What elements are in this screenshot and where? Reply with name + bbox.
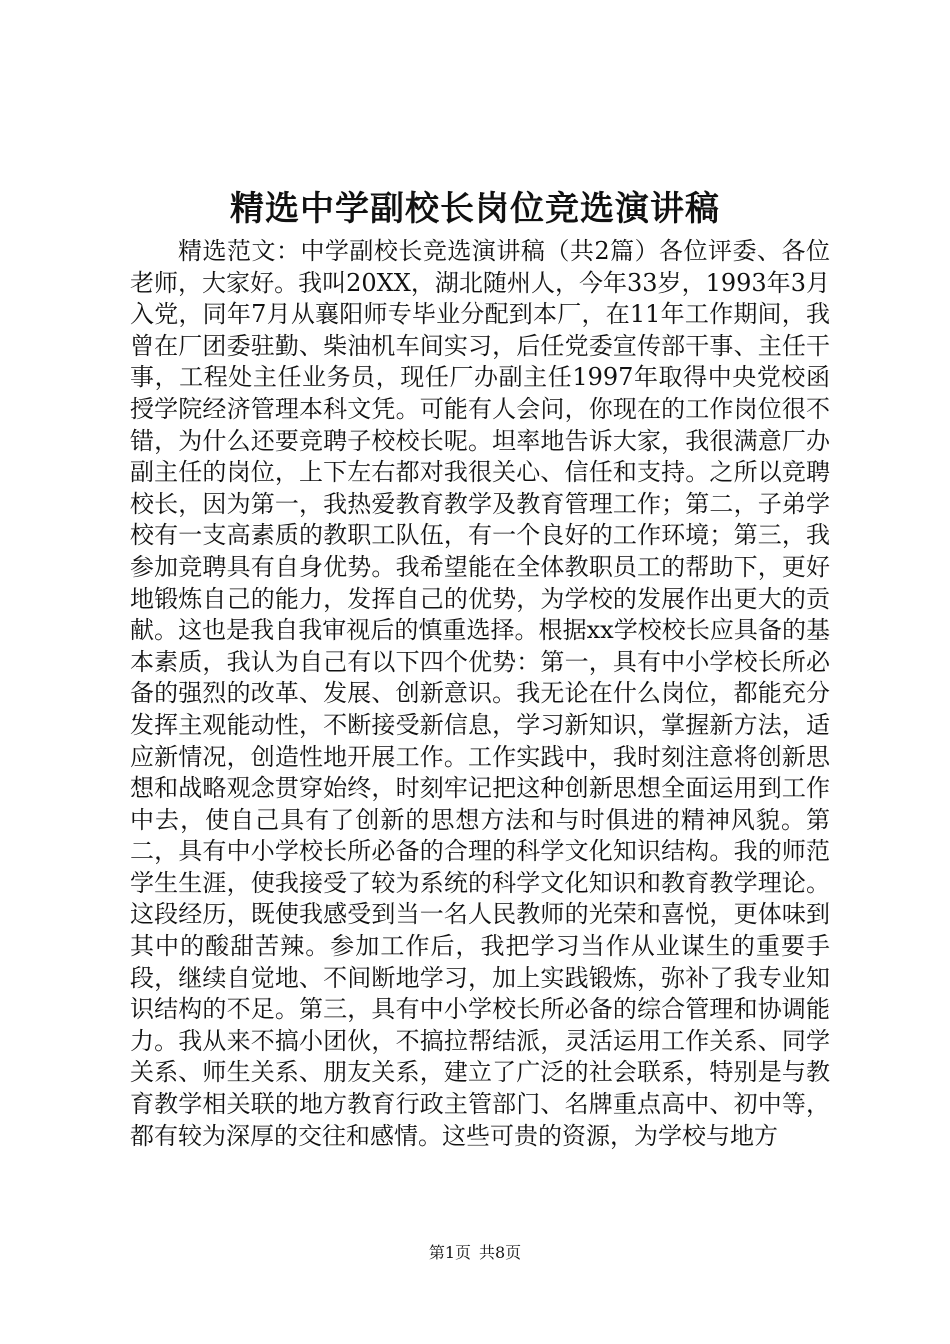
page-number: 第1页 <box>428 1243 471 1262</box>
page-total: 共8页 <box>479 1243 522 1262</box>
document-body-text: 精选范文：中学副校长竞选演讲稿（共2篇）各位评委、各位老师，大家好。我叫20XX，湖北随州人，今年33岁，1993年3月入党，同年7月从襄阳师专毕业分配到本厂，在11年工作期间，我曾在厂团委驻勤、柴油机车间实习，后任党委宣传部干事、主任干事，工程处主任业务员，现任厂办副主任1997年取得中央党校函授学院经济管理本科文凭。可能有人会问，你现在的工作岗位很不错，为什么还要竞聘子校校长呢。坦率地告诉大家，我很满意厂办副主任的岗位，上下左右都对我很关心、信任和支持。之所以竞聘校长，因为第一，我热爱教育教学及教育管理工作；第二，子弟学校有一支高素质的教职工队伍，有一个良好的工作环境；第三，我参加竞聘具有自身优势。我希望能在全体教职员工的帮助下，更好地锻炼自己的能力，发挥自己的优势，为学校的发展作出更大的贡献。这也是我自我审视后的慎重选择。根据xx学校校长应具备的基本素质，我认为自己有以下四个优势：第一，具有中小学校长所必备的强烈的改革、发展、创新意识。我无论在什么岗位，都能充分发挥主观能动性，不断接受新信息，学习新知识，掌握新方法，适应新情况，创造性地开展工作。工作实践中，我时刻注意将创新思想和战略观念贯穿始终，时刻牢记把这种创新思想全面运用到工作中去，使自己具有了创新的思想方法和与时俱进的精神风貌。第二，具有中小学校长所必备的合理的科学文化知识结构。我的师范学生生涯，使我接受了较为系统的科学文化知识和教育教学理论。这段经历，既使我感受到当一名人民教师的光荣和喜悦，更体味到其中的酸甜苦辣。参加工作后，我把学习当作从业谋生的重要手段，继续自觉地、不间断地学习，加上实践锻炼，弥补了我专业知识结构的不足。第三，具有中小学校长所必备的综合管理和协调能力。我从来不搞小团伙，不搞拉帮结派，灵活运用工作关系、同学关系、师生关系、朋友关系，建立了广泛的社会联系，特别是与教育教学相关联的地方教育行政主管部门、名牌重点高中、初中等，都有较为深厚的交往和感情。这些可贵的资源，为学校与地方 <box>130 237 830 1150</box>
document-title: 精选中学副校长岗位竞选演讲稿 <box>230 189 720 229</box>
page-footer <box>0 1242 950 1264</box>
